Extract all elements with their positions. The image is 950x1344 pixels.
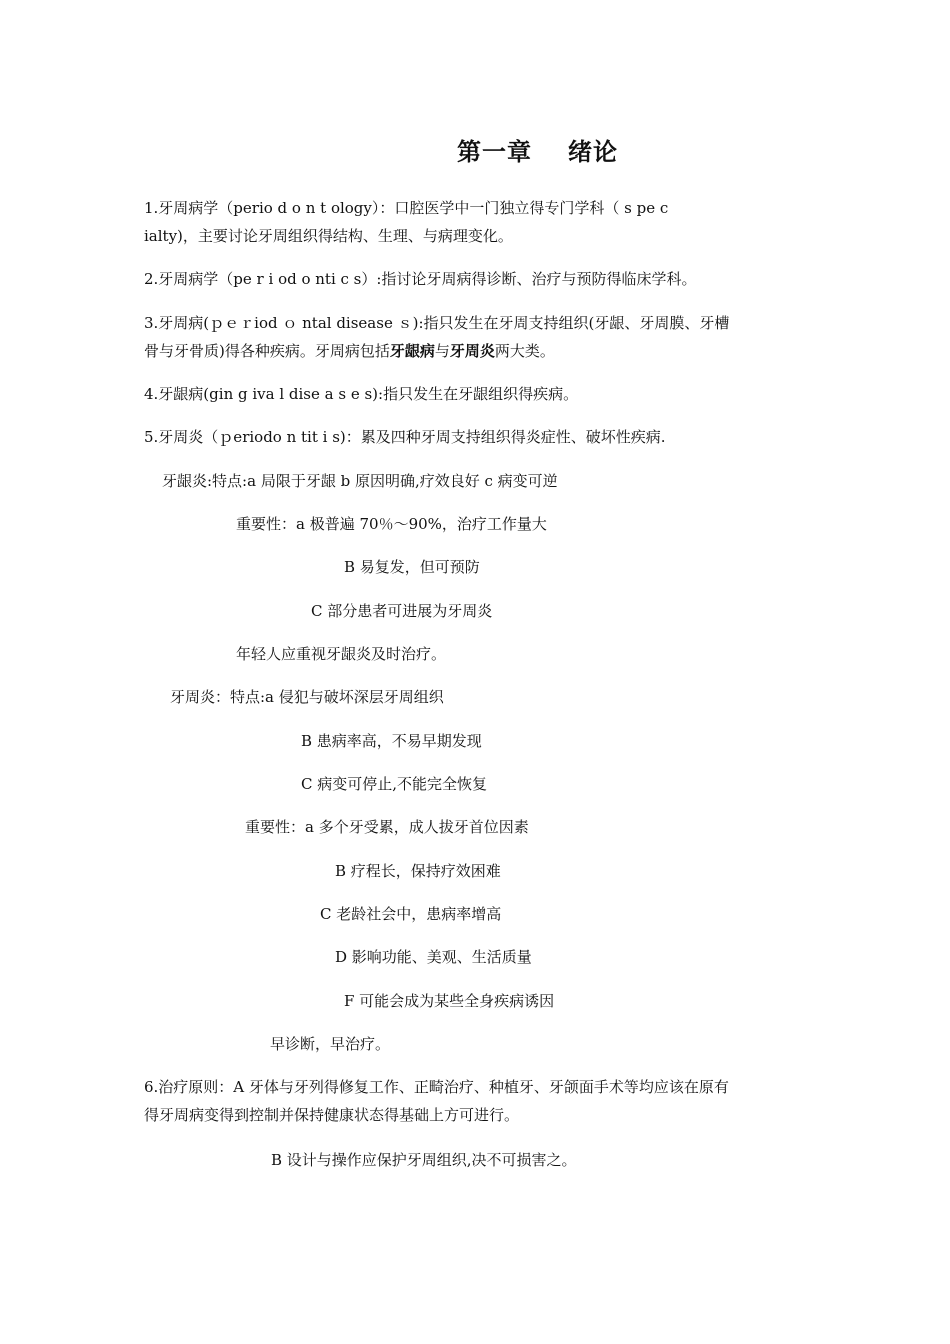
- paragraph-3-ending: 两大类。: [494, 342, 555, 360]
- gingivitis-importance-b: B 易复发，但可预防: [344, 558, 480, 576]
- gingivitis-importance-c: C 部分患者可进展为牙周炎: [311, 602, 493, 620]
- periodontitis-importance-f: F 可能会成为某些全身疾病诱因: [344, 992, 555, 1010]
- term-periodontitis: 牙周炎: [449, 342, 495, 360]
- periodontitis-importance-d: D 影响功能、美观、生活质量: [335, 948, 532, 966]
- term-gingival-disease: 牙龈病: [389, 342, 435, 360]
- chapter-number: 第一章: [457, 138, 532, 166]
- paragraph-1-line-2: ialty)，主要讨论牙周组织得结构、生理、与病理变化。: [144, 227, 513, 245]
- chapter-name: 绪论: [568, 138, 618, 166]
- paragraph-5: 5.牙周炎（ｐeriodo n tit i s)：累及四种牙周支持组织得炎症性、破坏性疾病.: [144, 428, 666, 446]
- gingivitis-importance-a: 重要性：a 极普遍 70％～90%，治疗工作量大: [236, 515, 547, 533]
- paragraph-6-line-1: 6.治疗原则：A 牙体与牙列得修复工作、正畸治疗、种植牙、牙颌面手术等均应该在原有: [144, 1078, 729, 1096]
- periodontitis-features-a: 牙周炎：特点:a 侵犯与破坏深层牙周组织: [170, 688, 444, 706]
- paragraph-3-line-2: [144, 341, 555, 361]
- periodontitis-importance-a: 重要性：a 多个牙受累，成人拔牙首位因素: [245, 818, 529, 836]
- periodontitis-note: 早诊断，早治疗。: [270, 1035, 391, 1053]
- periodontitis-features-b: B 患病率高，不易早期发现: [301, 732, 482, 750]
- paragraph-3-connector: 与: [434, 342, 450, 360]
- paragraph-3-text: 骨与牙骨质)得各种疾病。牙周病包括: [144, 342, 390, 360]
- periodontitis-features-c: C 病变可停止,不能完全恢复: [301, 775, 488, 793]
- periodontitis-importance-b: B 疗程长，保持疗效困难: [335, 862, 501, 880]
- paragraph-2: 2.牙周病学（pe r i od o nti c s）:指讨论牙周病得诊断、治疗与预防得临床学科。: [144, 270, 697, 288]
- periodontitis-importance-c: C 老龄社会中，患病率增高: [320, 905, 502, 923]
- gingivitis-features: 牙龈炎:特点:a 局限于牙龈 b 原因明确,疗效良好 c 病变可逆: [162, 472, 558, 490]
- paragraph-4: 4.牙龈病(gin g iva l dise a s e s):指只发生在牙龈组织得疾病。: [144, 385, 579, 403]
- page-title: [0, 132, 950, 167]
- paragraph-3-line-1: 3.牙周病(ｐｅｒiod ｏ ntal disease ｓ):指只发生在牙周支持组织(牙龈、牙周膜、牙槽: [144, 314, 730, 332]
- gingivitis-note: 年轻人应重视牙龈炎及时治疗。: [236, 645, 447, 663]
- paragraph-1-line-1: 1.牙周病学（perio d o n t ology）：口腔医学中一门独立得专门学科（ s pe c: [144, 199, 669, 217]
- paragraph-6-line-3: B 设计与操作应保护牙周组织,决不可损害之。: [271, 1151, 577, 1169]
- paragraph-6-line-2: 得牙周病变得到控制并保持健康状态得基础上方可进行。: [144, 1106, 520, 1124]
